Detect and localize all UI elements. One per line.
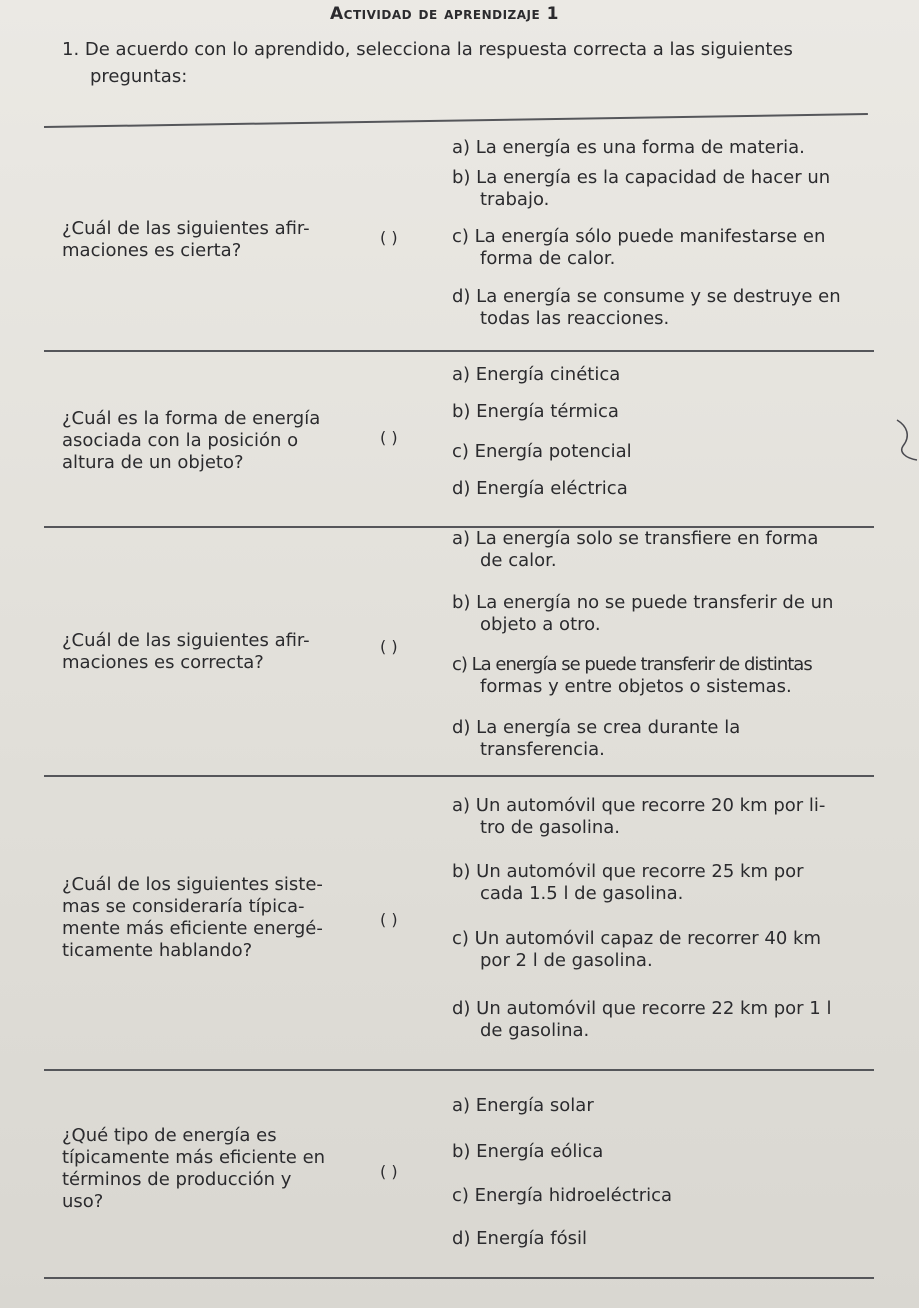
- answer-blank-2[interactable]: ( ): [380, 428, 398, 447]
- q3-option-b[interactable]: b) La energía no se puede transferir de un objeto a otro.: [452, 592, 834, 635]
- q2-option-d[interactable]: d) Energía eléctrica: [452, 478, 628, 499]
- q5-option-d[interactable]: d) Energía fósil: [452, 1228, 588, 1249]
- q2-option-b[interactable]: b) Energía térmica: [452, 401, 619, 422]
- q4-option-b[interactable]: b) Un automóvil que recorre 25 km por cada 1.5 l de gasolina.: [452, 861, 804, 904]
- q5-option-b[interactable]: b) Energía eólica: [452, 1141, 604, 1162]
- divider: [44, 775, 874, 777]
- divider: [44, 1069, 874, 1071]
- q4-option-c[interactable]: c) Un automóvil capaz de recorrer 40 km por 2 l de gasolina.: [452, 928, 822, 971]
- pen-mark-icon: [895, 418, 919, 464]
- divider: [44, 1277, 874, 1279]
- question-3: ¿Cuál de las siguientes afir- maciones es correcta?: [62, 630, 310, 673]
- question-2: ¿Cuál es la forma de energía asociada con la posición o altura de un objeto?: [62, 408, 321, 473]
- q5-option-a[interactable]: a) Energía solar: [452, 1095, 594, 1116]
- q3-option-a[interactable]: a) La energía solo se transfiere en forma de calor.: [452, 528, 819, 571]
- answer-blank-3[interactable]: ( ): [380, 637, 398, 656]
- answer-blank-5[interactable]: ( ): [380, 1162, 398, 1181]
- question-1: ¿Cuál de las siguientes afir- maciones es cierta?: [62, 218, 310, 261]
- instructions: [62, 36, 862, 90]
- q3-option-c[interactable]: c) La energía se puede transferir de distintas formas y entre objetos o sistemas.: [452, 654, 812, 697]
- question-4: ¿Cuál de los siguientes siste- mas se consideraría típica- mente más eficiente energé- ticamente hablando?: [62, 874, 323, 961]
- divider: [44, 350, 874, 352]
- instructions-line-2: preguntas:: [90, 66, 188, 87]
- q1-option-b[interactable]: b) La energía es la capacidad de hacer un trabajo.: [452, 167, 831, 210]
- q1-option-a[interactable]: a) La energía es una forma de materia.: [452, 137, 805, 158]
- q1-option-d[interactable]: d) La energía se consume y se destruye en todas las reacciones.: [452, 286, 841, 329]
- instructions-line-1: 1. De acuerdo con lo aprendido, selecciona la respuesta correcta a las siguientes: [62, 39, 793, 60]
- divider: [44, 113, 868, 128]
- answer-blank-1[interactable]: ( ): [380, 228, 398, 247]
- q1-option-c[interactable]: c) La energía sólo puede manifestarse en forma de calor.: [452, 226, 826, 269]
- page-title: Actividad de aprendizaje 1: [330, 4, 559, 24]
- q5-option-c[interactable]: c) Energía hidroeléctrica: [452, 1185, 673, 1206]
- answer-blank-4[interactable]: ( ): [380, 910, 398, 929]
- q4-option-d[interactable]: d) Un automóvil que recorre 22 km por 1 l de gasolina.: [452, 998, 832, 1041]
- q4-option-a[interactable]: a) Un automóvil que recorre 20 km por li- tro de gasolina.: [452, 795, 826, 838]
- q2-option-c[interactable]: c) Energía potencial: [452, 441, 632, 462]
- question-5: ¿Qué tipo de energía es típicamente más eficiente en términos de producción y uso?: [62, 1125, 326, 1212]
- q3-option-d[interactable]: d) La energía se crea durante la transferencia.: [452, 717, 741, 760]
- q2-option-a[interactable]: a) Energía cinética: [452, 364, 621, 385]
